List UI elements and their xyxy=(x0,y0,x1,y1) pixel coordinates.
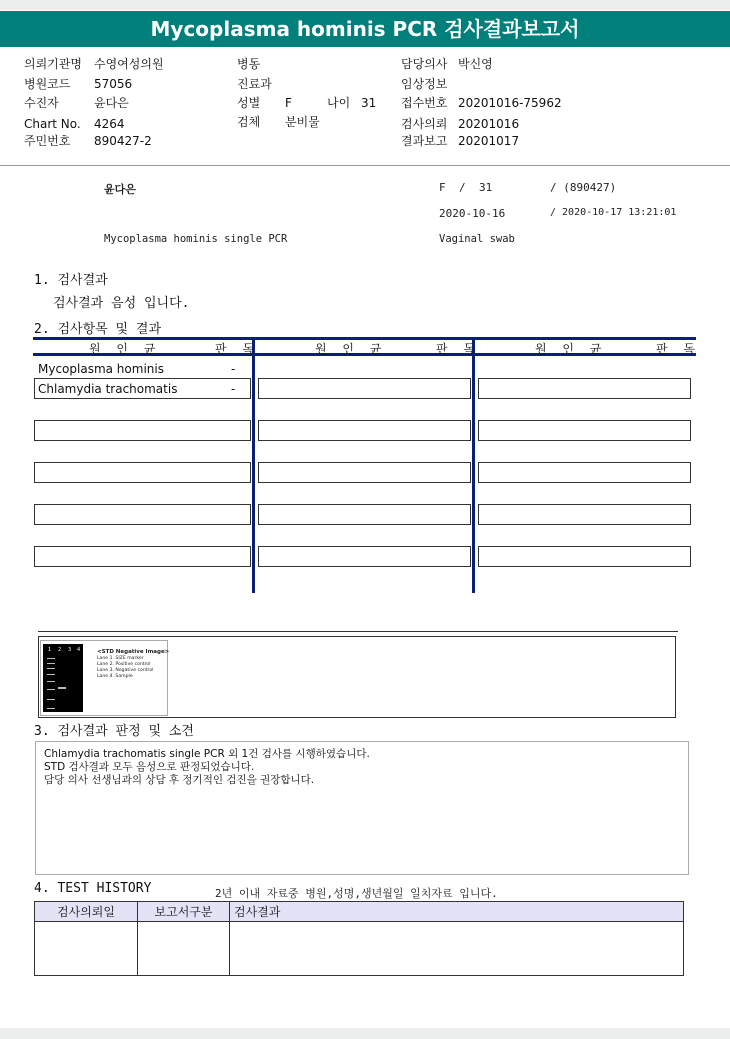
test-history-table xyxy=(34,901,684,976)
header-age-value: 31 xyxy=(361,96,377,110)
result-box xyxy=(34,462,251,483)
section1-result: 검사결과 음성 입니다. xyxy=(53,296,190,311)
gel-lane-1: 1 xyxy=(48,647,52,653)
header-age-label: 나이 xyxy=(327,96,351,110)
opinion-line-2: STD 검사결과 모두 음성으로 판정되었습니다. xyxy=(44,761,255,773)
header-sex-value: F xyxy=(285,96,292,110)
bottom-bar xyxy=(0,1028,730,1039)
col-header-pathogen-1: 원 인 균 xyxy=(89,342,162,356)
patient-sex-slash: / xyxy=(459,181,466,194)
reported-datetime: / 2020-10-17 13:21:01 xyxy=(550,207,677,218)
history-col-request-date: 검사의뢰일 xyxy=(35,902,138,922)
section4-note: 2년 이내 자료중 병원,성명,생년월일 일치자료 입니다. xyxy=(215,887,498,900)
gel-lane-3: 3 xyxy=(68,647,72,653)
header-receipt-label: 접수번호 xyxy=(401,96,448,110)
gel-positive-band xyxy=(58,687,66,689)
gel-legend-3: Lane 3. Negative control xyxy=(97,668,154,673)
patient-sex: F xyxy=(439,181,446,194)
header-sex-label: 성별 xyxy=(237,96,261,110)
result-judgement-2: - xyxy=(231,382,236,396)
section2-title: 2. 검사항목 및 결과 xyxy=(34,322,162,337)
result-judgement-1: - xyxy=(231,362,236,376)
header-chart-value: 4264 xyxy=(94,117,125,131)
gel-band xyxy=(47,699,55,700)
header-receipt-value: 20201016-75962 xyxy=(458,96,562,110)
col-header-pathogen-3: 원 인 균 xyxy=(535,342,608,356)
result-box xyxy=(258,504,471,525)
header-hospital-code-label: 병원코드 xyxy=(24,77,71,91)
result-box xyxy=(258,546,471,567)
header-patient-value: 윤다은 xyxy=(94,96,129,110)
result-box xyxy=(34,420,251,441)
header-ward-label: 병동 xyxy=(237,57,261,71)
header-report-value: 20201017 xyxy=(458,134,520,148)
gel-band xyxy=(47,689,55,690)
result-pathogen-2: Chlamydia trachomatis xyxy=(38,382,178,396)
opinion-line-3: 담당 의사 선생님과의 상담 후 정기적인 검진을 권장합니다. xyxy=(44,774,315,786)
header-patient-label: 수진자 xyxy=(24,96,59,110)
gel-lane-4: 4 xyxy=(77,647,81,653)
gel-electrophoresis-image xyxy=(43,644,83,712)
result-box xyxy=(478,462,691,483)
result-box xyxy=(258,378,471,399)
results-table-divider-1 xyxy=(252,337,255,593)
gel-image-title: <STD Negative Image> xyxy=(97,649,170,655)
col-header-judgement-2: 판 독 xyxy=(436,342,481,356)
result-box xyxy=(34,546,251,567)
gel-band xyxy=(47,681,55,682)
opinion-line-1: Chlamydia trachomatis single PCR 외 1건 검사를 시행하였습니다. xyxy=(44,748,370,760)
gel-lane-2: 2 xyxy=(58,647,62,653)
image-area-top-rule xyxy=(38,631,678,632)
header-resident-value: 890427-2 xyxy=(94,134,152,148)
result-box xyxy=(258,462,471,483)
result-box xyxy=(478,420,691,441)
gel-band xyxy=(47,663,55,664)
table-row xyxy=(35,922,684,976)
header-doctor-label: 담당의사 xyxy=(401,57,448,71)
history-cell xyxy=(230,922,684,976)
header-hospital-code-value: 57056 xyxy=(94,77,133,91)
header-specimen-value: 분비물 xyxy=(285,115,320,129)
header-resident-label: 주민번호 xyxy=(24,134,71,148)
header-doctor-value: 박신영 xyxy=(458,57,493,71)
col-header-pathogen-2: 원 인 균 xyxy=(315,342,388,356)
header-client-value: 수영여성의원 xyxy=(94,57,164,71)
header-dept-label: 진료과 xyxy=(237,77,272,91)
header-divider xyxy=(0,165,730,166)
section1-title: 1. 검사결과 xyxy=(34,273,108,288)
results-table-divider-2 xyxy=(472,337,475,593)
header-client-label: 의뢰기관명 xyxy=(24,57,82,71)
gel-legend-2: Lane 2. Positive control xyxy=(97,662,151,667)
result-box xyxy=(34,504,251,525)
header-specimen-label: 검체 xyxy=(237,115,261,129)
report-title: Mycoplasma hominis PCR 검사결과보고서 xyxy=(0,11,730,47)
header-request-label: 검사의뢰 xyxy=(401,117,448,131)
received-date: 2020-10-16 xyxy=(439,207,506,220)
specimen-type: Vaginal swab xyxy=(439,233,515,245)
test-name: Mycoplasma hominis single PCR xyxy=(104,233,288,245)
history-cell xyxy=(138,922,230,976)
header-chart-label: Chart No. xyxy=(24,117,81,131)
history-col-result: 검사결과 xyxy=(230,902,684,922)
gel-band xyxy=(47,658,55,659)
opinion-box xyxy=(35,741,689,875)
history-col-report-type: 보고서구분 xyxy=(138,902,230,922)
patient-age: 31 xyxy=(479,181,493,194)
top-bar xyxy=(0,0,730,10)
history-cell xyxy=(35,922,138,976)
gel-legend-4: Lane 4. Sample xyxy=(97,674,133,679)
gel-image-caption xyxy=(97,648,169,680)
gel-band xyxy=(47,674,55,675)
result-pathogen-1: Mycoplasma hominis xyxy=(38,362,164,376)
result-box xyxy=(478,504,691,525)
gel-band xyxy=(47,668,55,669)
section3-title: 3. 검사결과 판정 및 소견 xyxy=(34,724,194,739)
section4-title: 4. TEST HISTORY xyxy=(34,881,152,896)
header-request-value: 20201016 xyxy=(458,117,520,131)
result-box xyxy=(258,420,471,441)
gel-legend-1: Lane 1. SIZE marker xyxy=(97,656,144,661)
result-box xyxy=(478,546,691,567)
col-header-judgement-3: 판 독 xyxy=(656,342,701,356)
col-header-judgement-1: 판 독 xyxy=(215,342,260,356)
gel-band xyxy=(47,708,55,709)
patient-birth: / (890427) xyxy=(550,181,617,194)
result-box xyxy=(478,378,691,399)
header-report-label: 결과보고 xyxy=(401,134,448,148)
patient-name: 윤다은 xyxy=(104,183,136,196)
header-clinical-label: 임상정보 xyxy=(401,77,448,91)
